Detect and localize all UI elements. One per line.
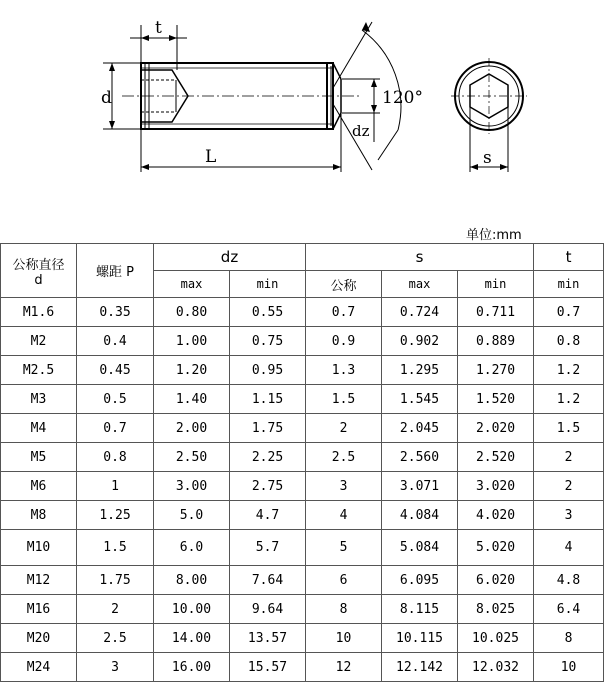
cell-s-nom: 0.7 xyxy=(306,298,382,327)
cell-s-max: 4.084 xyxy=(382,501,458,530)
cell-p: 0.8 xyxy=(77,443,154,472)
cell-t-min: 1.2 xyxy=(534,385,604,414)
cell-t-min: 6.4 xyxy=(534,595,604,624)
table-row xyxy=(1,327,604,356)
cell-s-min: 5.020 xyxy=(458,530,534,566)
table-row xyxy=(1,566,604,595)
cell-dz-min: 9.64 xyxy=(230,595,306,624)
cell-s-nom: 2 xyxy=(306,414,382,443)
cell-s-max: 3.071 xyxy=(382,472,458,501)
cell-s-min: 2.020 xyxy=(458,414,534,443)
cell-dz-min: 5.7 xyxy=(230,530,306,566)
header-t-min: min xyxy=(534,271,604,298)
table-row xyxy=(1,298,604,327)
dimension-dz-label: dz xyxy=(352,122,370,140)
cell-s-min: 3.020 xyxy=(458,472,534,501)
cell-s-nom: 4 xyxy=(306,501,382,530)
cell-p: 0.4 xyxy=(77,327,154,356)
cell-d: M16 xyxy=(1,595,77,624)
spec-table xyxy=(0,243,604,682)
cell-s-nom: 10 xyxy=(306,624,382,653)
dimension-s-label: s xyxy=(483,148,492,168)
cell-s-nom: 3 xyxy=(306,472,382,501)
cell-t-min: 8 xyxy=(534,624,604,653)
header-s-nominal: 公称 xyxy=(306,271,382,298)
cell-p: 1 xyxy=(77,472,154,501)
cell-s-nom: 12 xyxy=(306,653,382,682)
header-dz: dz xyxy=(154,244,306,271)
cell-s-nom: 5 xyxy=(306,530,382,566)
angle-label: 120° xyxy=(382,88,423,108)
cell-s-max: 6.095 xyxy=(382,566,458,595)
table-row xyxy=(1,530,604,566)
header-dz-max: max xyxy=(154,271,230,298)
cell-s-min: 1.520 xyxy=(458,385,534,414)
cell-d: M4 xyxy=(1,414,77,443)
cell-s-max: 0.724 xyxy=(382,298,458,327)
cell-d: M10 xyxy=(1,530,77,566)
cell-dz-min: 13.57 xyxy=(230,624,306,653)
cell-dz-min: 0.75 xyxy=(230,327,306,356)
cell-dz-max: 10.00 xyxy=(154,595,230,624)
header-nominal-diameter xyxy=(1,244,77,298)
cell-t-min: 0.7 xyxy=(534,298,604,327)
cell-d: M20 xyxy=(1,624,77,653)
cell-s-min: 4.020 xyxy=(458,501,534,530)
header-nominal-diameter-cn: 公称直径 xyxy=(12,257,65,273)
header-s-max: max xyxy=(382,271,458,298)
table-row xyxy=(1,653,604,682)
cell-d: M5 xyxy=(1,443,77,472)
header-dz-min: min xyxy=(230,271,306,298)
cell-d: M6 xyxy=(1,472,77,501)
cell-s-max: 2.045 xyxy=(382,414,458,443)
cell-d: M24 xyxy=(1,653,77,682)
table-row xyxy=(1,356,604,385)
cell-dz-max: 3.00 xyxy=(154,472,230,501)
cell-s-nom: 6 xyxy=(306,566,382,595)
cell-d: M2 xyxy=(1,327,77,356)
header-nominal-diameter-d: d xyxy=(34,272,43,288)
cell-s-nom: 8 xyxy=(306,595,382,624)
cell-dz-max: 6.0 xyxy=(154,530,230,566)
cell-t-min: 1.2 xyxy=(534,356,604,385)
cell-s-max: 1.545 xyxy=(382,385,458,414)
cell-s-nom: 1.5 xyxy=(306,385,382,414)
cell-dz-min: 7.64 xyxy=(230,566,306,595)
cell-t-min: 4 xyxy=(534,530,604,566)
table-row xyxy=(1,595,604,624)
cell-t-min: 0.8 xyxy=(534,327,604,356)
table-row xyxy=(1,385,604,414)
cell-p: 1.75 xyxy=(77,566,154,595)
cell-t-min: 4.8 xyxy=(534,566,604,595)
screw-technical-drawing xyxy=(0,0,605,215)
cell-dz-max: 5.0 xyxy=(154,501,230,530)
cell-s-max: 12.142 xyxy=(382,653,458,682)
cell-s-min: 2.520 xyxy=(458,443,534,472)
cell-dz-min: 1.75 xyxy=(230,414,306,443)
cell-s-min: 10.025 xyxy=(458,624,534,653)
table-row xyxy=(1,443,604,472)
cell-dz-max: 2.00 xyxy=(154,414,230,443)
cell-d: M8 xyxy=(1,501,77,530)
cell-s-min: 1.270 xyxy=(458,356,534,385)
cell-s-max: 2.560 xyxy=(382,443,458,472)
cell-dz-max: 1.20 xyxy=(154,356,230,385)
cell-d: M2.5 xyxy=(1,356,77,385)
table-row xyxy=(1,414,604,443)
cell-dz-max: 8.00 xyxy=(154,566,230,595)
cell-s-max: 8.115 xyxy=(382,595,458,624)
unit-label: 单位:mm xyxy=(466,228,522,243)
cell-p: 0.35 xyxy=(77,298,154,327)
cell-dz-min: 0.55 xyxy=(230,298,306,327)
cell-s-min: 8.025 xyxy=(458,595,534,624)
cell-t-min: 2 xyxy=(534,472,604,501)
table-row xyxy=(1,501,604,530)
cell-s-nom: 0.9 xyxy=(306,327,382,356)
dimension-L-label: L xyxy=(205,147,217,167)
cell-s-min: 12.032 xyxy=(458,653,534,682)
angle-arc xyxy=(362,30,401,130)
cell-dz-min: 2.75 xyxy=(230,472,306,501)
dimension-t-label: t xyxy=(155,18,162,38)
header-pitch: 螺距 P xyxy=(77,244,154,298)
cell-p: 2 xyxy=(77,595,154,624)
cell-d: M12 xyxy=(1,566,77,595)
cell-dz-min: 4.7 xyxy=(230,501,306,530)
cell-s-max: 0.902 xyxy=(382,327,458,356)
cell-s-max: 1.295 xyxy=(382,356,458,385)
cell-t-min: 2 xyxy=(534,443,604,472)
cell-dz-max: 0.80 xyxy=(154,298,230,327)
cell-p: 0.45 xyxy=(77,356,154,385)
cell-p: 0.7 xyxy=(77,414,154,443)
cell-s-min: 6.020 xyxy=(458,566,534,595)
header-s: s xyxy=(306,244,534,271)
cell-dz-max: 1.40 xyxy=(154,385,230,414)
cell-dz-min: 2.25 xyxy=(230,443,306,472)
cell-t-min: 10 xyxy=(534,653,604,682)
cell-s-min: 0.711 xyxy=(458,298,534,327)
header-s-min: min xyxy=(458,271,534,298)
dimension-d-label: d xyxy=(101,88,112,108)
cell-d: M1.6 xyxy=(1,298,77,327)
cell-d: M3 xyxy=(1,385,77,414)
cell-dz-min: 15.57 xyxy=(230,653,306,682)
header-t: t xyxy=(534,244,604,271)
cell-p: 3 xyxy=(77,653,154,682)
cell-dz-min: 0.95 xyxy=(230,356,306,385)
cell-dz-min: 1.15 xyxy=(230,385,306,414)
table-row xyxy=(1,624,604,653)
cell-s-nom: 2.5 xyxy=(306,443,382,472)
cell-s-max: 10.115 xyxy=(382,624,458,653)
cell-s-min: 0.889 xyxy=(458,327,534,356)
cell-s-max: 5.084 xyxy=(382,530,458,566)
cell-dz-max: 2.50 xyxy=(154,443,230,472)
cell-t-min: 3 xyxy=(534,501,604,530)
cell-p: 1.25 xyxy=(77,501,154,530)
cell-p: 1.5 xyxy=(77,530,154,566)
cell-dz-max: 16.00 xyxy=(154,653,230,682)
cell-t-min: 1.5 xyxy=(534,414,604,443)
cell-dz-max: 1.00 xyxy=(154,327,230,356)
table-row xyxy=(1,472,604,501)
cell-s-nom: 1.3 xyxy=(306,356,382,385)
cell-dz-max: 14.00 xyxy=(154,624,230,653)
cell-p: 2.5 xyxy=(77,624,154,653)
cell-p: 0.5 xyxy=(77,385,154,414)
